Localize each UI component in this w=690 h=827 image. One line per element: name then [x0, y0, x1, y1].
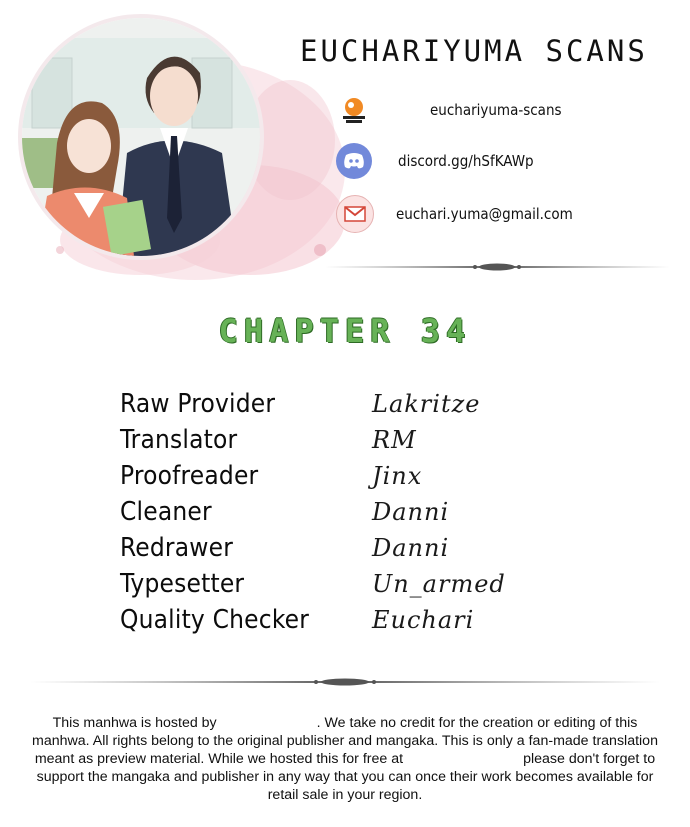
website-link[interactable]: euchariyuma-scans	[430, 101, 562, 119]
credit-name: Euchari	[372, 606, 475, 634]
credit-name: Danni	[372, 534, 450, 562]
disclaimer-part3: please don't forget to support the mangaka and publisher in any way that you can once their work becomes available for retail sale in your region.	[36, 751, 656, 803]
credit-name: Danni	[372, 498, 450, 526]
credits-list	[120, 386, 560, 638]
credit-row	[120, 386, 560, 422]
credit-row	[120, 458, 560, 494]
credit-row	[120, 530, 560, 566]
credit-name: Un_armed	[372, 570, 506, 598]
contact-email[interactable]	[336, 196, 573, 232]
disclaimer-part1: This manhwa is hosted by	[52, 715, 217, 731]
email-link[interactable]: euchari.yuma@gmail.com	[396, 205, 573, 223]
disclaimer-part2: . We take no credit for the creation or editing of this manhwa. All rights belong to the original publisher and mangaka. This is only a fan-made translation meant as preview material. While we hosted this for free at	[32, 715, 658, 767]
credit-row	[120, 422, 560, 458]
chapter-title: CHAPTER 34	[218, 312, 472, 350]
credit-name: RM	[372, 426, 417, 454]
credit-row	[120, 602, 560, 638]
discord-icon	[336, 143, 372, 179]
credit-role: Cleaner	[120, 497, 212, 527]
credit-role: Typesetter	[120, 569, 245, 599]
credit-role: Raw Provider	[120, 389, 276, 419]
credit-row	[120, 566, 560, 602]
ornament-divider-bottom	[30, 675, 660, 689]
disclaimer-text	[30, 714, 660, 804]
credit-name: Lakritze	[372, 390, 481, 418]
site-logo-icon	[336, 92, 372, 128]
contact-discord[interactable]	[336, 143, 534, 179]
contact-website[interactable]	[336, 92, 562, 128]
cover-illustration	[22, 18, 260, 256]
credit-role: Redrawer	[120, 533, 234, 563]
credit-name: Jinx	[372, 462, 423, 490]
credit-role: Proofreader	[120, 461, 259, 491]
discord-link[interactable]: discord.gg/hSfKAWp	[398, 152, 534, 170]
gmail-icon	[336, 195, 374, 233]
credit-role: Quality Checker	[120, 605, 310, 635]
credit-role: Translator	[120, 425, 238, 455]
credit-row	[120, 494, 560, 530]
brand-title: EUCHARIYUMA SCANS	[300, 34, 648, 68]
ornament-divider-top	[325, 260, 670, 274]
